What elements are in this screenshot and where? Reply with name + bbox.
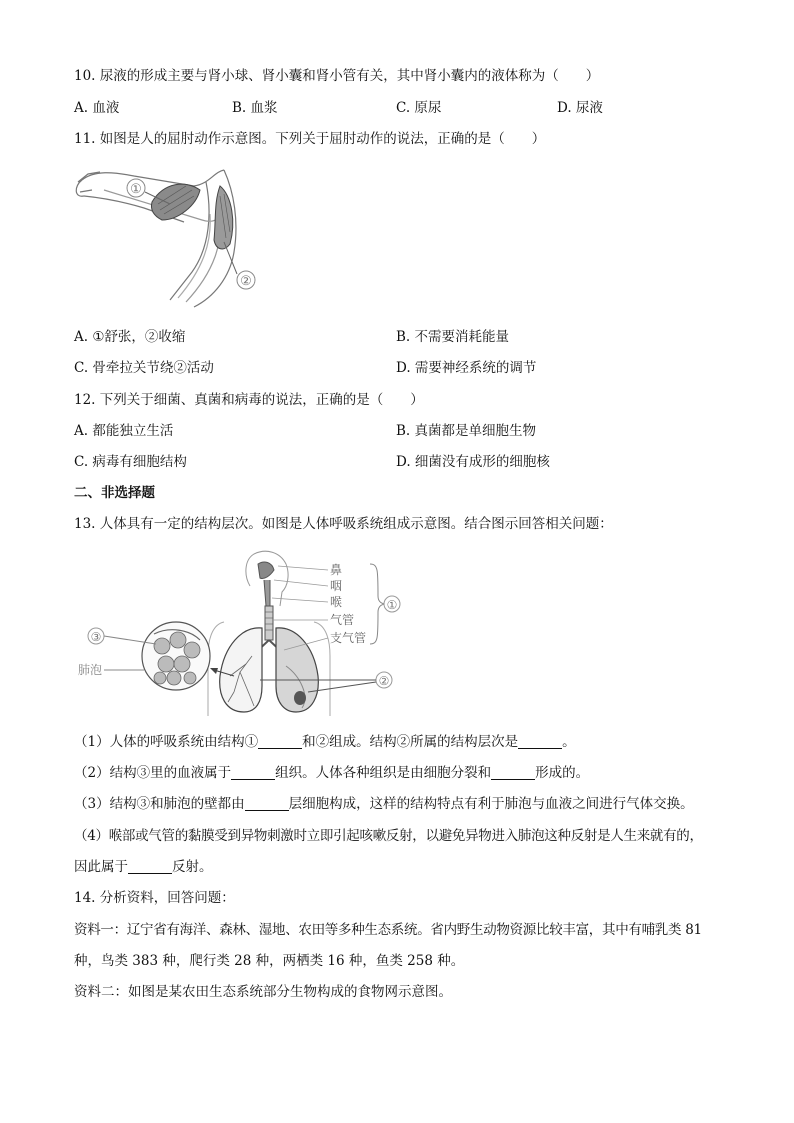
q11-option-b: B. 不需要消耗能量	[396, 329, 510, 345]
q11-figure-label-1: ①	[130, 182, 142, 197]
q11-option-a: A. ①舒张，②收缩	[74, 329, 186, 345]
q10-option-c: C. 原尿	[396, 100, 442, 116]
q13-figure-label-1: ①	[386, 598, 398, 612]
q13-figure-label-3: ③	[90, 630, 102, 644]
q13-sub4-blank-1[interactable]	[128, 859, 172, 874]
q10-option-a: A. 血液	[74, 100, 120, 116]
q11-stem: 11. 如图是人的屈肘动作示意图。下列关于屈肘动作的说法，正确的是（ ）	[74, 131, 546, 147]
q12-option-c: C. 病毒有细胞结构	[74, 454, 187, 470]
q14-stem: 14. 分析资料，回答问题：	[74, 890, 235, 906]
q12-option-b: B. 真菌都是单细胞生物	[396, 423, 537, 439]
q10-option-b: B. 血浆	[232, 100, 278, 116]
q12-option-a: A. 都能独立生活	[74, 423, 174, 439]
q13-sub2	[74, 763, 589, 783]
q13-figure-label-nose: 鼻	[330, 563, 343, 577]
section-heading: 二、非选择题	[74, 485, 155, 501]
q13-sub2-blank-1[interactable]	[231, 765, 275, 780]
q12-stem: 12. 下列关于细菌、真菌和病毒的说法，正确的是（ ）	[74, 392, 424, 408]
q13-sub3	[74, 794, 694, 814]
q10-option-d: D. 尿液	[557, 100, 603, 116]
q13-sub4-line1: （4）喉部或气管的黏膜受到异物刺激时立即引起咳嗽反射，以避免异物进入肺泡这种反射是人生来就有的，	[74, 828, 703, 844]
q11-option-d: D. 需要神经系统的调节	[396, 360, 537, 376]
q13-sub4-text-a: 因此属于	[74, 859, 128, 875]
q11-figure-label-2: ②	[240, 274, 252, 289]
q13-stem: 13. 人体具有一定的结构层次。如图是人体呼吸系统组成示意图。结合图示回答相关问题：	[74, 516, 613, 532]
q13-sub2-text-b: 组织。人体各种组织是由细胞分裂和	[275, 765, 492, 781]
q13-sub1-text-b: 和②组成。结构②所属的结构层次是	[302, 734, 519, 750]
q13-sub3-blank-1[interactable]	[245, 796, 289, 811]
q13-sub3-text-a: （3）结构③和肺泡的壁都由	[74, 796, 245, 812]
q13-figure-label-bronchi: 支气管	[330, 631, 367, 645]
q13-sub1	[74, 732, 576, 752]
q13-sub1-blank-1[interactable]	[258, 734, 302, 749]
q13-sub2-text-a: （2）结构③里的血液属于	[74, 765, 232, 781]
q13-sub2-text-c: 形成的。	[535, 765, 590, 781]
q13-sub1-text-a: （1）人体的呼吸系统由结构①	[74, 734, 259, 750]
q11-option-c: C. 骨牵拉关节绕②活动	[74, 360, 214, 376]
q13-figure-label-larynx: 喉	[330, 595, 343, 609]
respiratory-system-figure	[74, 546, 404, 718]
q13-figure-label-trachea: 气管	[330, 613, 355, 627]
q12-option-d: D. 细菌没有成形的细胞核	[396, 454, 550, 470]
q13-figure-label-2: ②	[378, 674, 390, 688]
elbow-flexion-figure	[74, 162, 274, 312]
q13-figure-label-alveolus: 肺泡	[78, 663, 103, 677]
q10-stem: 10. 尿液的形成主要与肾小球、肾小囊和肾小管有关，其中肾小囊内的液体称为（ ）	[74, 68, 600, 84]
q13-sub3-text-b: 层细胞构成，这样的结构特点有利于肺泡与血液之间进行气体交换。	[288, 796, 694, 812]
q13-sub4-text-b: 反射。	[172, 859, 213, 875]
q13-figure-label-pharynx: 咽	[330, 579, 343, 593]
q13-sub2-blank-2[interactable]	[491, 765, 535, 780]
q14-material1-line1: 资料一：辽宁省有海洋、森林、湿地、农田等多种生态系统。省内野生动物资源比较丰富，其中有哺乳类 81	[74, 922, 702, 938]
q13-sub1-text-c: 。	[562, 734, 576, 750]
q14-material2: 资料二：如图是某农田生态系统部分生物构成的食物网示意图。	[74, 984, 452, 1000]
q13-sub1-blank-2[interactable]	[518, 734, 562, 749]
q13-sub4-line2	[74, 857, 213, 877]
q14-material1-line2: 种，鸟类 383 种，爬行类 28 种，两栖类 16 种，鱼类 258 种。	[74, 953, 465, 969]
